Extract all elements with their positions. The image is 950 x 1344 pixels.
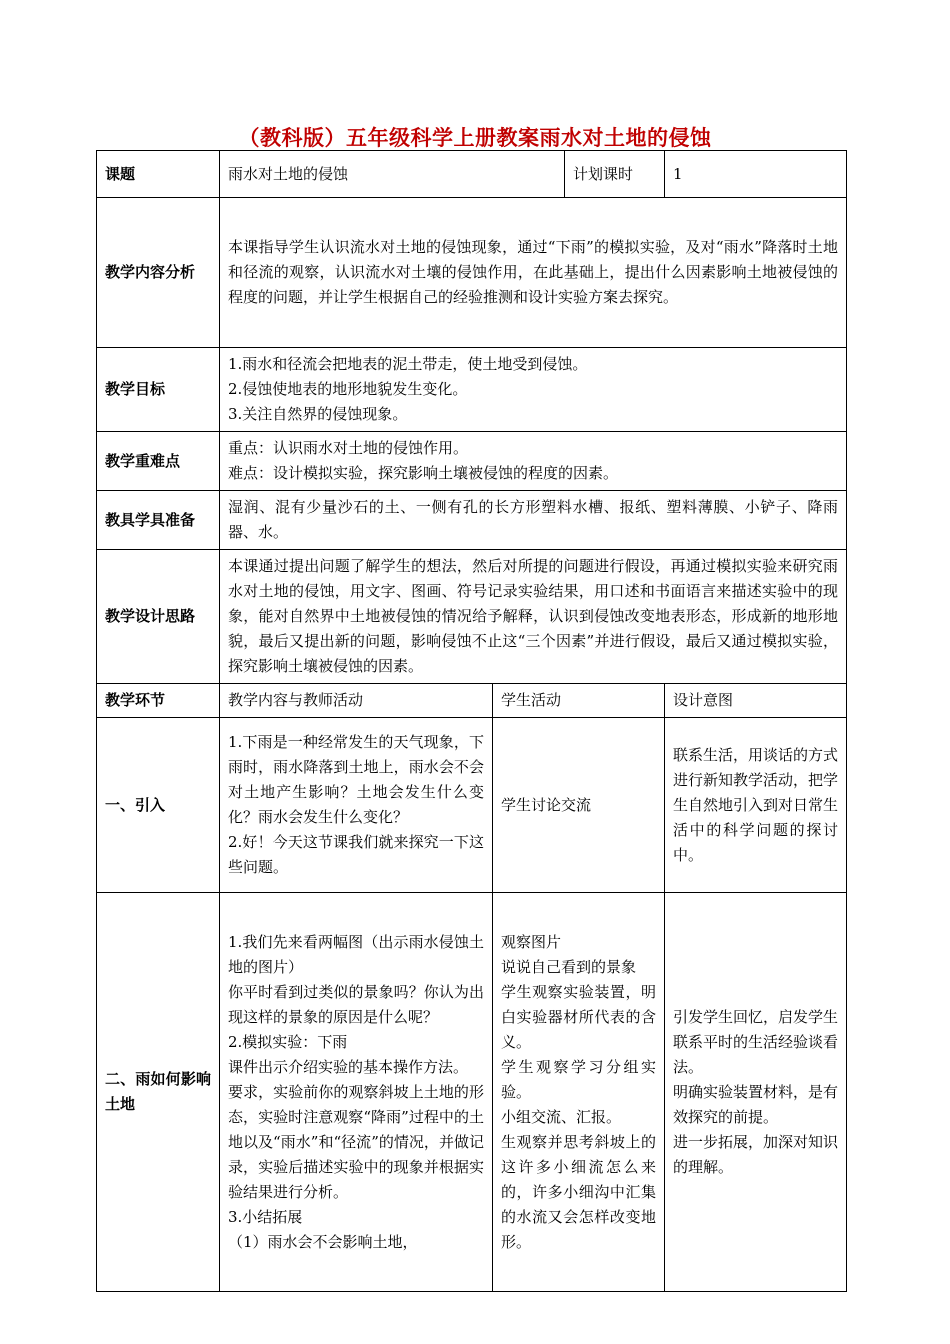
stage2-content	[220, 893, 493, 1292]
design-label: 教学设计思路	[97, 550, 220, 684]
hours-label: 计划课时	[565, 151, 665, 198]
stage2-content-item: 要求，实验前你的观察斜坡上土地的形态，实验时注意观察“降雨”过程中的土地以及“雨水”和“径流”的情况，并做记录，实验后描述实验中的现象并根据实验结果进行分析。	[228, 1082, 484, 1201]
stage2-student-item: 说说自己看到的景象	[501, 957, 637, 976]
stage2-row	[97, 893, 847, 1292]
stage2-intent-item: 引发学生回忆，启发学生联系平时的生活经验谈看法。	[673, 1007, 839, 1076]
stage2-student-item: 学生观察实验装置，明白实验器材所代表的含义。	[501, 982, 657, 1051]
stage1-content-item: 2.好！今天这节课我们就来探究一下这些问题。	[228, 833, 484, 876]
goal-item: 3.关注自然界的侵蚀现象。	[228, 405, 408, 423]
stage2-student-item: 学生观察学习分组实验。	[501, 1057, 657, 1101]
stage2-label: 二、雨如何影响土地	[97, 893, 220, 1292]
design-text: 本课通过提出问题了解学生的想法，然后对所提的问题进行假设，再通过模拟实验来研究雨水对土地的侵蚀，用文字、图画、符号记录实验结果，用口述和书面语言来描述实验中的现象，能对自然界中土地被侵蚀的情况给予解释，认识到侵蚀改变地表形态，形成新的地形地貌，最后又提出新的问题，影响侵蚀不止这“三个因素”并进行假设，最后又通过模拟实验，探究影响土壤被侵蚀的因素。	[220, 550, 847, 684]
topic-value: 雨水对土地的侵蚀	[220, 151, 565, 198]
materials-row	[97, 491, 847, 550]
stage2-content-item: （1）雨水会不会影响土地，	[228, 1232, 418, 1251]
goal-item: 2.侵蚀使地表的地形地貌发生变化。	[228, 380, 468, 398]
stage1-content	[220, 718, 493, 893]
stage1-label: 一、引入	[97, 718, 220, 893]
document-title: （教科版）五年级科学上册教案雨水对土地的侵蚀	[238, 126, 712, 150]
stage2-intent	[665, 893, 847, 1292]
stage1-content-item: 1.下雨是一种经常发生的天气现象，下雨时，雨水降落到土地上，雨水会不会对土地产生影响？土地会发生什么变化？雨水会发生什么变化？	[228, 733, 484, 826]
goals-label: 教学目标	[97, 348, 220, 432]
stage2-content-item: 2.模拟实验：下雨	[228, 1032, 348, 1051]
keypoints-row	[97, 432, 847, 491]
goals-list	[220, 348, 847, 432]
design-row	[97, 550, 847, 684]
stage2-content-item: 你平时看到过类似的景象吗？你认为出现这样的景象的原因是什么呢？	[228, 982, 484, 1026]
stage2-content-item: 课件出示介绍实验的基本操作方法。	[228, 1057, 469, 1076]
keypoint-item: 重点：认识雨水对土地的侵蚀作用。	[228, 439, 469, 457]
student-header: 学生活动	[493, 684, 665, 718]
process-header-row	[97, 684, 847, 718]
topic-label: 课题	[97, 151, 220, 198]
goal-item: 1.雨水和径流会把地表的泥土带走，使土地受到侵蚀。	[228, 355, 588, 373]
analysis-row	[97, 198, 847, 348]
stage2-intent-item: 明确实验装置材料，是有效探究的前提。	[673, 1082, 839, 1126]
stage2-student	[493, 893, 665, 1292]
materials-text: 湿润、混有少量沙石的土、一侧有孔的长方形塑料水槽、报纸、塑料薄膜、小铲子、降雨器、水。	[220, 491, 847, 550]
stage2-content-item: 3.小结拓展	[228, 1207, 303, 1226]
stage1-student: 学生讨论交流	[493, 718, 665, 893]
topic-row	[97, 151, 847, 198]
stage2-student-item: 观察图片	[501, 932, 562, 951]
keypoint-item: 难点：设计模拟实验，探究影响土壤被侵蚀的程度的因素。	[228, 464, 619, 482]
stage2-student-item: 小组交流、汇报。	[501, 1107, 622, 1126]
stage2-content-item: 1.我们先来看两幅图（出示雨水侵蚀土地的图片）	[228, 932, 484, 976]
keypoints-list	[220, 432, 847, 491]
stage1-row	[97, 718, 847, 893]
stage2-intent-item: 进一步拓展，加深对知识的理解。	[673, 1132, 839, 1176]
goals-row	[97, 348, 847, 432]
lesson-plan-table	[96, 150, 847, 1292]
hours-value: 1	[665, 151, 847, 198]
materials-label: 教具学具准备	[97, 491, 220, 550]
stage2-student-item: 生观察并思考斜坡上的这许多小细流怎么来的，许多小细沟中汇集的水流又会怎样改变地形。	[501, 1132, 657, 1251]
stage1-intent: 联系生活，用谈话的方式进行新知教学活动，把学生自然地引入到对日常生活中的科学问题的探讨中。	[665, 718, 847, 893]
keypoints-label: 教学重难点	[97, 432, 220, 491]
stage-header: 教学环节	[97, 684, 220, 718]
analysis-label: 教学内容分析	[97, 198, 220, 348]
intent-header: 设计意图	[665, 684, 847, 718]
analysis-text: 本课指导学生认识流水对土地的侵蚀现象，通过“下雨”的模拟实验，及对“雨水”降落时土地和径流的观察，认识流水对土壤的侵蚀作用，在此基础上，提出什么因素影响土地被侵蚀的程度的问题，并让学生根据自己的经验推测和设计实验方案去探究。	[220, 198, 847, 348]
content-header: 教学内容与教师活动	[220, 684, 493, 718]
